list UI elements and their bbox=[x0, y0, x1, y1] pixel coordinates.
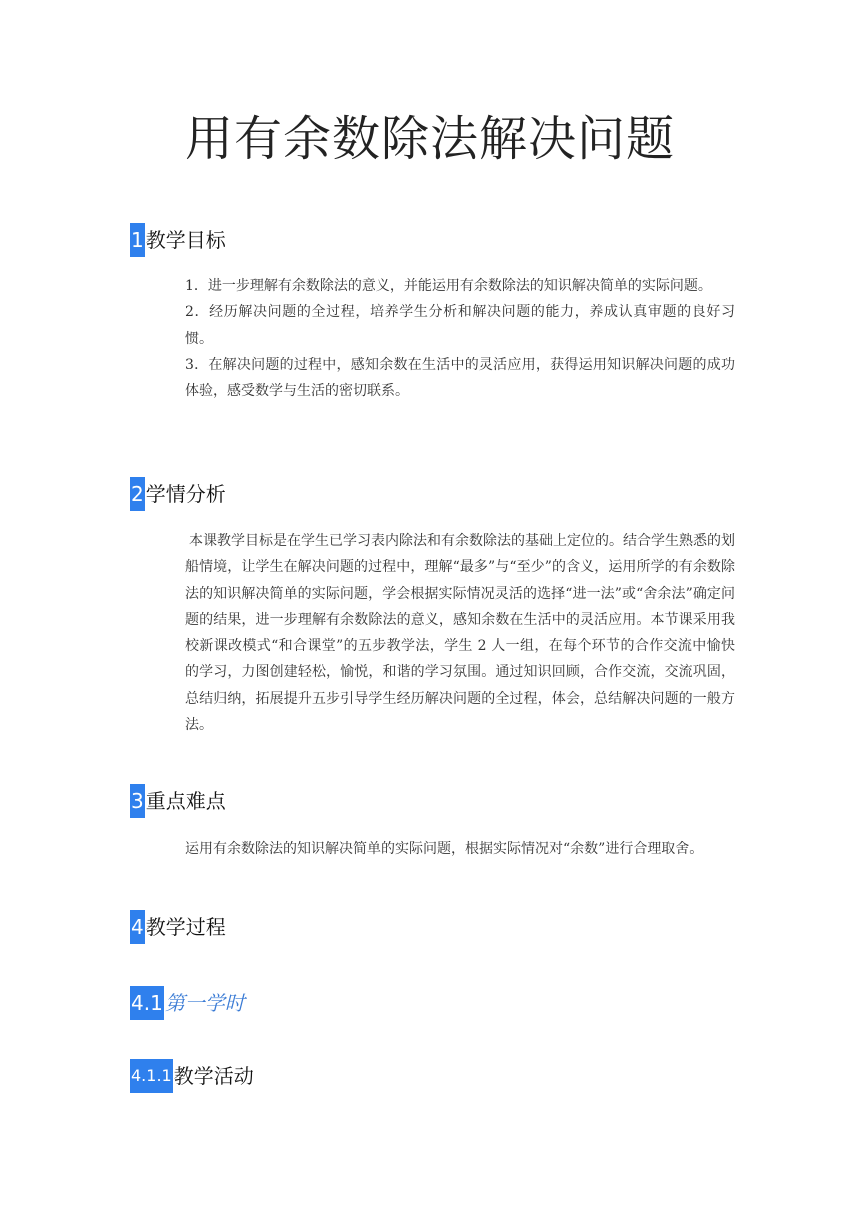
section-number-badge: 3 bbox=[130, 784, 145, 818]
section-body-key-points bbox=[185, 836, 745, 862]
analysis-paragraph: 本课教学目标是在学生已学习表内除法和有余数除法的基础上定位的。结合学生熟悉的划船情境，让学生在解决问题的过程中，理解“最多”与“至少”的含义，运用所学的有余数除法的知识解决简单的实际问题，学会根据实际情况灵活的选择“进一法”或“舍余法”确定问题的结果，进一步理解有余数除法的意义，感知余数在生活中的灵活应用。本节课采用我校新课改模式“和合课堂”的五步教学法，学生 2 人一组，在每个环节的合作交流中愉快的学习，力图创建轻松，愉悦，和谐的学习氛围。通过知识回顾，合作交流，交流巩固，总结归纳，拓展提升五步引导学生经历解决问题的全过程，体会，总结解决问题的一般方法。 bbox=[185, 533, 735, 734]
section-number-badge: 4 bbox=[130, 910, 145, 944]
subsubsection-title: 教学活动 bbox=[173, 1064, 254, 1088]
section-body-learner-analysis bbox=[185, 528, 735, 738]
section-title: 教学过程 bbox=[145, 915, 226, 939]
section-heading-teaching-goals bbox=[130, 223, 226, 257]
subsection-number-badge: 4.1 bbox=[130, 986, 164, 1020]
key-points-paragraph: 运用有余数除法的知识解决简单的实际问题，根据实际情况对“余数”进行合理取舍。 bbox=[185, 841, 704, 857]
subsubsection-number-badge: 4.1.1 bbox=[130, 1059, 173, 1093]
goal-item-2: 2．经历解决问题的全过程，培养学生分析和解决问题的能力，养成认真审题的良好习惯。 bbox=[185, 304, 735, 347]
section-title: 重点难点 bbox=[145, 789, 226, 813]
section-number-badge: 2 bbox=[130, 477, 145, 511]
goal-item-3: 3．在解决问题的过程中，感知余数在生活中的灵活应用，获得运用知识解决问题的成功体验，感受数学与生活的密切联系。 bbox=[185, 356, 735, 400]
subsubsection-heading-teaching-activities bbox=[130, 1059, 254, 1093]
section-number-badge: 1 bbox=[130, 223, 145, 257]
section-body-teaching-goals bbox=[185, 273, 735, 404]
section-title: 学情分析 bbox=[145, 482, 226, 506]
section-heading-key-points bbox=[130, 784, 226, 818]
subsection-title: 第一学时 bbox=[164, 991, 245, 1015]
document-title: 用有余数除法解决问题 bbox=[184, 111, 675, 167]
section-heading-learner-analysis bbox=[130, 477, 226, 511]
goal-item-1: 1．进一步理解有余数除法的意义，并能运用有余数除法的知识解决简单的实际问题。 bbox=[185, 278, 712, 294]
section-heading-teaching-process bbox=[130, 910, 226, 944]
subsection-heading-first-period bbox=[130, 986, 245, 1020]
section-title: 教学目标 bbox=[145, 228, 226, 252]
